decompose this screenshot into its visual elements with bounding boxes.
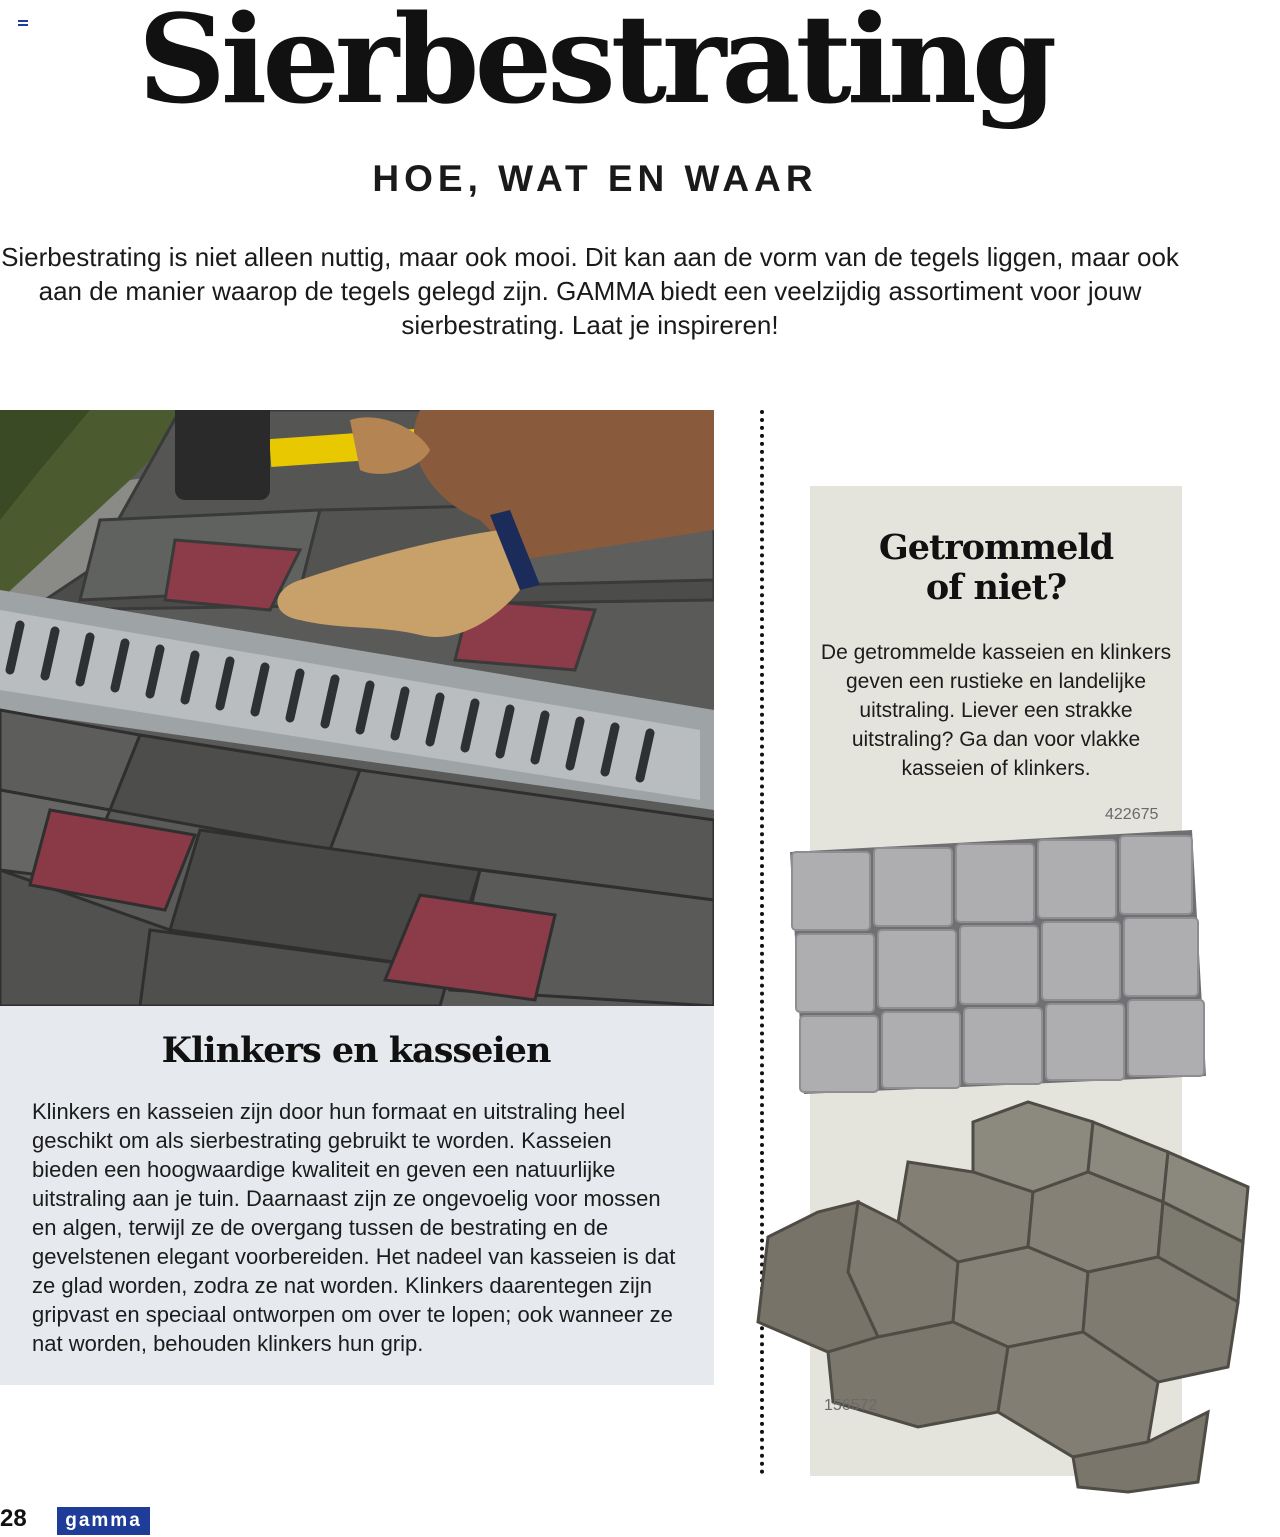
section-heading: Klinkers en kasseien xyxy=(161,1030,551,1071)
side-heading-line1: Getrommeld xyxy=(878,527,1114,568)
side-panel-heading xyxy=(810,528,1182,608)
paving-installation-photo xyxy=(0,410,714,1006)
page-title: Sierbestrating xyxy=(137,0,1053,131)
gamma-logo[interactable]: gamma xyxy=(57,1507,150,1535)
flat-cobblestones-image xyxy=(786,826,1210,1098)
page-subtitle: HOE, WAT EN WAAR xyxy=(372,158,818,199)
side-panel-body: De getrommelde kasseien en klinkers geven een rustieke en landelijke uitstraling. Liever een strakke uitstraling? Ga dan voor vlakke kasseien of klinkers. xyxy=(820,641,1172,780)
intro-text: Sierbestrating is niet alleen nuttig, maar ook mooi. Dit kan aan de vorm van de tegels liggen, maar ook aan de manier waarop de tegels gelegd zijn. GAMMA biedt een veelzijdig assortiment voor jouw sierbestrating. Laat je inspireren! xyxy=(1,242,1179,340)
klinkers-info-box xyxy=(0,1006,714,1385)
tumbled-cobblestones-image xyxy=(748,1092,1260,1496)
article-number: 422675 xyxy=(1105,806,1159,823)
page-number: 28 xyxy=(0,1505,27,1532)
side-heading-line2: of niet? xyxy=(925,567,1067,608)
section-body: Klinkers en kasseien zijn door hun formaat en uitstraling heel geschikt om als sierbestrating gebruikt te worden. Kasseien bieden een hoogwaardige kwaliteit en geven een natuurlijke uitstraling aan je tuin. Daarnaast zijn ze ongevoelig voor mossen en algen, terwijl ze de overgang tussen de bestrating en de gevelstenen elegant voorbereiden. Het nadeel van kasseien is dat ze glad worden, zodra ze nat worden. Klinkers daarentegen zijn gripvast en speciaal ontworpen om over te lopen; ook wanneer ze nat worden, behouden klinkers hun grip. xyxy=(32,1099,676,1356)
article-number: 156572 xyxy=(824,1397,878,1414)
